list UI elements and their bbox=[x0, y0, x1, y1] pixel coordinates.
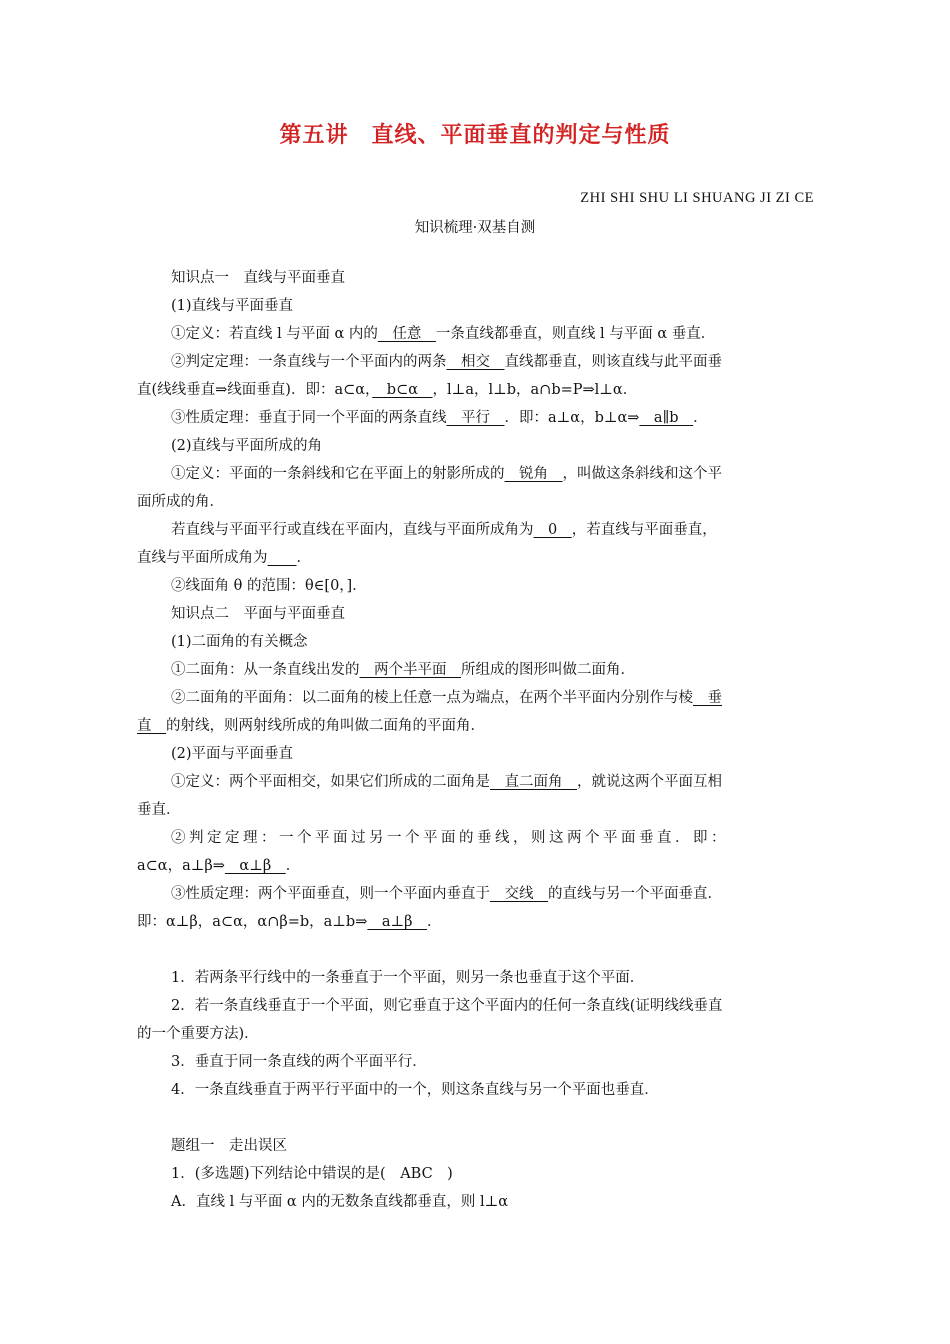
kp1-property: ③性质定理：垂直于同一个平面的两条直线 平行 ．即：a⊥α，b⊥α⇒ a∥b ． bbox=[171, 410, 708, 426]
kp1-sub1: (1)直线与平面垂直 bbox=[171, 298, 294, 314]
answer-blank: α⊥β bbox=[224, 858, 286, 874]
kp1-judge-line2: 直(线线垂直⇒线面垂直)．即：a⊂α， b⊂α ，l⊥a，l⊥b，a∩b=P⇒l⊥α． bbox=[137, 382, 638, 398]
kp1-sub2: (2)直线与平面所成的角 bbox=[171, 438, 323, 454]
answer-blank: 直二面角 bbox=[490, 774, 577, 790]
answer-blank: 0 bbox=[533, 522, 572, 538]
answer-blank: 锐角 bbox=[504, 466, 563, 482]
kp2-plane-angle-line1: ②二面角的平面角：以二面角的棱上任意一点为端点，在两个半平面内分别作与棱 垂 bbox=[171, 690, 722, 706]
answer-blank: 平行 bbox=[446, 410, 505, 426]
kp2-plane-angle-line2: 直 的射线，则两射线所成的角叫做二面角的平面角． bbox=[137, 718, 485, 734]
exercise-group-heading: 题组一 走出误区 bbox=[171, 1138, 287, 1154]
answer-blank: 直 bbox=[137, 718, 166, 734]
kp1-angle-def-line1: ①定义：平面的一条斜线和它在平面上的射影所成的 锐角 ，叫做这条斜线和这个平 bbox=[171, 466, 722, 482]
document-body bbox=[137, 264, 815, 1216]
kp2-sub1: (1)二面角的有关概念 bbox=[171, 634, 308, 650]
answer-blank: 两个半平面 bbox=[359, 662, 461, 678]
exercise-question: 1．(多选题)下列结论中错误的是( ABC ) bbox=[171, 1166, 453, 1182]
answer-blank: 任意 bbox=[377, 326, 436, 342]
answer-blank: 交线 bbox=[490, 886, 548, 902]
section-subheader: 知识梳理·双基自测 bbox=[414, 220, 536, 236]
conclusion-item: 1．若两条平行线中的一条垂直于一个平面，则另一条也垂直于这个平面． bbox=[171, 970, 645, 986]
answer-blank bbox=[268, 550, 297, 566]
kp2-def-line2: 垂直． bbox=[137, 802, 181, 818]
kp2-judge-line1: ②判定定理：一个平面过另一个平面的垂线，则这两个平面垂直．即： bbox=[171, 830, 729, 846]
kp1-heading: 知识点一 直线与平面垂直 bbox=[171, 270, 345, 286]
kp2-sub2: (2)平面与平面垂直 bbox=[171, 746, 294, 762]
kp2-def-line1: ①定义：两个平面相交，如果它们所成的二面角是 直二面角 ，就说这两个平面互相 bbox=[171, 774, 722, 790]
conclusion-item: 4．一条直线垂直于两平行平面中的一个，则这条直线与另一个平面也垂直． bbox=[171, 1082, 659, 1098]
kp2-judge-line2: a⊂α，a⊥β⇒ α⊥β ． bbox=[137, 858, 301, 874]
kp2-dihedral: ①二面角：从一条直线出发的 两个半平面 所组成的图形叫做二面角． bbox=[171, 662, 635, 678]
kp1-judge-line1: ②判定定理：一条直线与一个平面内的两条 相交 直线都垂直，则该直线与此平面垂 bbox=[171, 354, 722, 370]
kp1-angle-def-line2: 面所成的角． bbox=[137, 494, 224, 510]
kp1-angle-par-line1: 若直线与平面平行或直线在平面内，直线与平面所成角为 0 ，若直线与平面垂直， bbox=[171, 522, 717, 538]
kp2-heading: 知识点二 平面与平面垂直 bbox=[171, 606, 345, 622]
conclusion-item: 2．若一条直线垂直于一个平面，则它垂直于这个平面内的任何一条直线(证明线线垂直 bbox=[171, 998, 723, 1014]
kp2-prop-line1: ③性质定理：两个平面垂直，则一个平面内垂直于 交线 的直线与另一个平面垂直． bbox=[171, 886, 722, 902]
kp1-angle-par-line2: 直线与平面所成角为 ． bbox=[137, 550, 311, 566]
answer-blank: b⊂α bbox=[372, 382, 433, 398]
kp1-range: ②线面角 θ 的范围：θ∈[0，]． bbox=[171, 578, 367, 594]
answer-blank: a⊥β bbox=[367, 914, 428, 930]
answer-blank: 垂 bbox=[693, 690, 722, 706]
exercise-option-a: A．直线 l 与平面 α 内的无数条直线都垂直，则 l⊥α bbox=[171, 1194, 509, 1210]
conclusion-item: 3．垂直于同一条直线的两个平面平行． bbox=[171, 1054, 427, 1070]
kp1-definition: ①定义：若直线 l 与平面 α 内的 任意 一条直线都垂直，则直线 l 与平面 α 垂直． bbox=[171, 326, 716, 342]
page-title: 第五讲 直线、平面垂直的判定与性质 bbox=[279, 122, 671, 148]
conclusion-item: 的一个重要方法)． bbox=[137, 1026, 259, 1042]
answer-blank: 相交 bbox=[446, 354, 505, 370]
answer-blank: a∥b bbox=[639, 410, 694, 426]
kp2-prop-line2: 即：α⊥β，a⊂α，α∩β=b，a⊥b⇒ a⊥β ． bbox=[137, 914, 442, 930]
pinyin-header: ZHI SHI SHU LI SHUANG JI ZI CE bbox=[580, 190, 814, 206]
